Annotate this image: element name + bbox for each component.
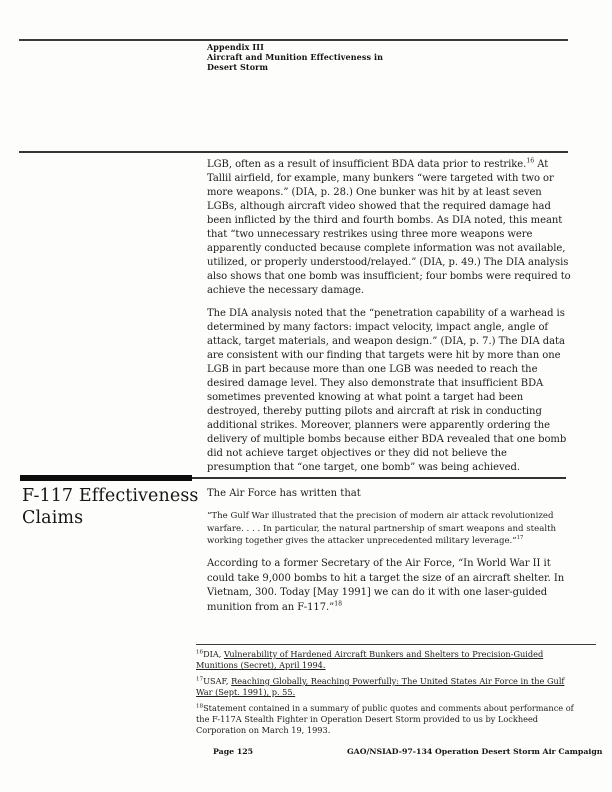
section-divider-rule (192, 477, 566, 479)
body-paragraph-1 (207, 158, 573, 298)
header-top-rule (19, 39, 568, 41)
footnote-separator-rule (196, 644, 596, 645)
page-header (207, 42, 383, 72)
footnote-17 (196, 676, 580, 698)
section-heading-line-2: Claims (22, 508, 84, 528)
footnote-16-marker: 16 (196, 649, 204, 656)
section-heading (22, 485, 198, 529)
header-separator-rule (19, 151, 568, 153)
footnote-16-citation: Vulnerability of Hardened Aircraft Bunkers and Shelters to Precision-Guided Munitions (Secret), April 1994. (196, 649, 544, 670)
footnote-16-prefix: DIA, (203, 649, 224, 659)
footnote-17-marker: 17 (196, 676, 204, 683)
footnote-18-marker: 18 (196, 703, 204, 710)
footer-page-number: Page 125 (213, 747, 254, 756)
footnote-ref-18: 18 (334, 600, 342, 608)
body-paragraph-3 (207, 557, 573, 615)
footnote-ref-17: 17 (516, 535, 524, 542)
header-appendix-label: Appendix III (207, 42, 264, 52)
body-paragraph-2: The DIA analysis noted that the “penetration capability of a warhead is determined by many factors: impact velocity, impact angle, angle of attack, target materials, and weapon design.” (DIA, p. 7.) The DIA data are consistent with our finding that targets were hit by more than one LGB in part because more than one LGB was needed to reach the desired damage level. They also demonstrate that insufficient BDA sometimes prevented knowing at what point a target had been destroyed, thereby putting pilots and aircraft at risk in conducting additional strikes. Moreover, planners were apparently ordering the delivery of multiple bombs because either BDA revealed that one bomb did not achieve target objectives or they did not believe the presumption that “one target, one bomb” was being achieved. (207, 308, 567, 473)
body-paragraph-1-text-a: LGB, often as a result of insufficient BDA data prior to restrike. (207, 159, 527, 170)
body-paragraph-1-text-b: At Tallil airfield, for example, many bunkers “were targeted with two or more weapons.” (DIA, p. 28.) One bunker was hit by at least seven LGBs, although aircraft video showed that the required damage had been inflicted by the third and fourth bombs. As DIA noted, this meant that “two unnecessary restrikes using three more weapons were apparently conducted because complete information was not available, utilized, or properly understood/relayed.” (DIA, p. 49.) The DIA analysis also shows that one bomb was insufficient; four bombs were required to achieve the necessary damage. (207, 159, 571, 296)
footnote-ref-16: 16 (526, 157, 535, 165)
footnote-17-citation: Reaching Globally, Reaching Powerfully: The United States Air Force in the Gulf War (Sept. 1991), p. 55. (196, 676, 565, 697)
section-divider-bar (20, 475, 192, 481)
block-quote-text: “The Gulf War illustrated that the precision of modern air attack revolutionized warfare. . . . In particular, the natural partnership of smart weapons and stealth working together gives the attacker unprecedented military leverage.” (207, 511, 557, 547)
block-quote (207, 510, 583, 548)
footnote-17-prefix: USAF, (203, 676, 232, 686)
footer-report-title: GAO/NSIAD-97-134 Operation Desert Storm Air Campaign (347, 747, 603, 756)
footnote-18-rest: Statement contained in a summary of public quotes and comments about performance of the F-117A Stealth Fighter in Operation Desert Storm provided to us by Lockheed Corporation on March 19, 1993. (196, 703, 574, 735)
header-title-line-2: Desert Storm (207, 62, 269, 72)
footnote-16 (196, 649, 580, 671)
section-intro-text: The Air Force has written that (207, 488, 361, 499)
header-title-line-1: Aircraft and Munition Effectiveness in (207, 52, 383, 62)
section-heading-line-1: F-117 Effectiveness (22, 486, 199, 506)
footnote-18 (196, 703, 580, 736)
body-paragraph-3-text: According to a former Secretary of the Air Force, “In World War II it could take 9,000 bombs to hit a target the size of an aircraft shelter. In Vietnam, 300. Today [May 1991] we can do it with one laser-guided munition from an F-117.” (207, 558, 565, 613)
